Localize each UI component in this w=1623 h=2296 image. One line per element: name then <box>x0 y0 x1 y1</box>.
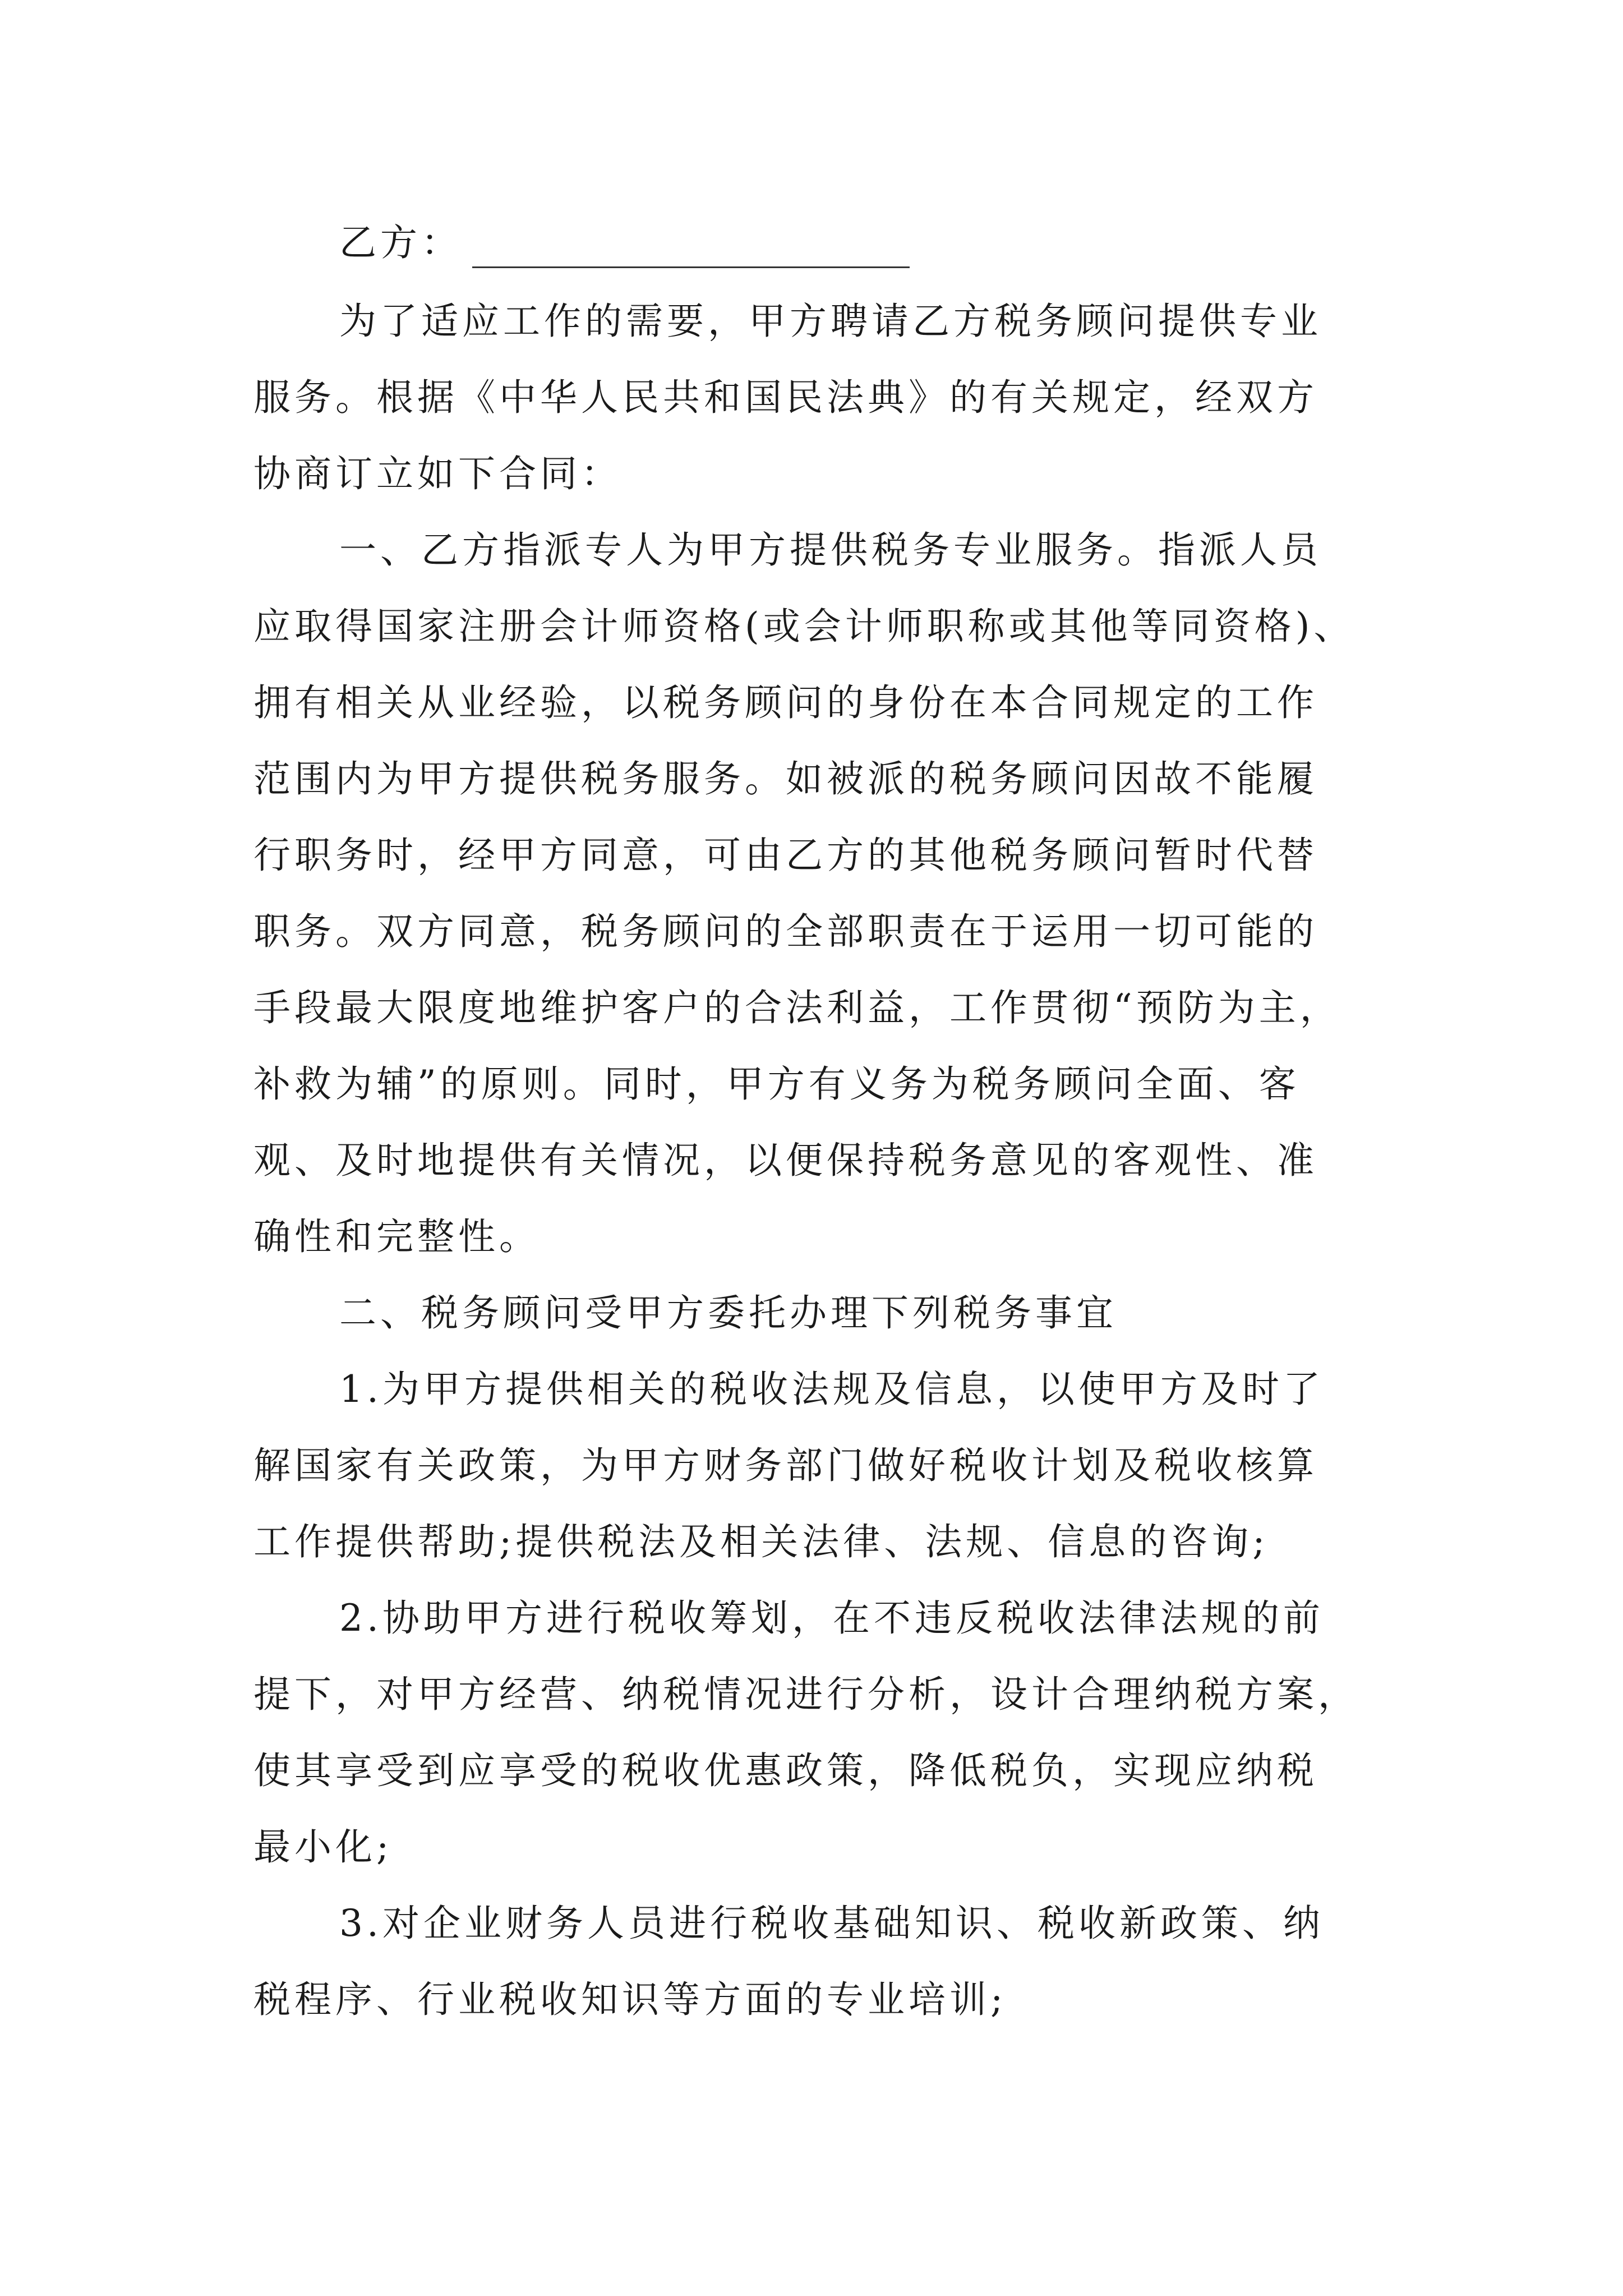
paragraph-line: 确性和完整性。 <box>253 1215 540 1258</box>
section-heading: 二、税务顾问受甲方委托办理下列税务事宜 <box>339 1291 1117 1335</box>
paragraph-line: 职务。双方同意，税务顾问的全部职责在于运用一切可能的 <box>253 910 1318 953</box>
paragraph-line: 手段最大限度地维护客户的合法利益，工作贯彻“预防为主， <box>253 986 1341 1029</box>
list-item-line: 税程序、行业税收知识等方面的专业培训; <box>253 1978 1007 2021</box>
list-item-line: 提下，对甲方经营、纳税情况进行分析，设计合理纳税方案， <box>253 1673 1359 1716</box>
party-b-line <box>339 218 1489 268</box>
paragraph-line: 为了适应工作的需要，甲方聘请乙方税务顾问提供专业 <box>339 300 1322 343</box>
paragraph-line: 一、乙方指派专人为甲方提供税务专业服务。指派人员 <box>339 528 1322 572</box>
paragraph-line: 行职务时，经甲方同意，可由乙方的其他税务顾问暂时代替 <box>253 834 1318 877</box>
paragraph-line: 拥有相关从业经验，以税务顾问的身份在本合同规定的工作 <box>253 681 1318 724</box>
list-item-line: 解国家有关政策，为甲方财务部门做好税收计划及税收核算 <box>253 1444 1318 1487</box>
list-item-line: 工作提供帮助;提供税法及相关法律、法规、信息的咨询; <box>253 1520 1269 1563</box>
list-item-line: 1.为甲方提供相关的税收法规及信息，以使甲方及时了 <box>339 1368 1324 1411</box>
list-item-line: 使其享受到应享受的税收优惠政策，降低税负，实现应纳税 <box>253 1749 1318 1792</box>
paragraph-line: 观、及时地提供有关情况，以便保持税务意见的客观性、准 <box>253 1139 1318 1182</box>
list-item-line: 3.对企业财务人员进行税收基础知识、税收新政策、纳 <box>339 1902 1324 1945</box>
list-item-line: 2.协助甲方进行税收筹划，在不违反税收法律法规的前 <box>339 1596 1324 1640</box>
paragraph-line: 范围内为甲方提供税务服务。如被派的税务顾问因故不能履 <box>253 757 1318 800</box>
party-b-label: 乙方： <box>339 221 462 264</box>
paragraph-line: 协商订立如下合同： <box>253 452 622 495</box>
list-item-line: 最小化; <box>253 1825 393 1869</box>
paragraph-line: 服务。根据《中华人民共和国民法典》的有关规定，经双方 <box>253 376 1318 419</box>
paragraph-line: 补救为辅”的原则。同时，甲方有义务为税务顾问全面、客 <box>253 1062 1300 1106</box>
party-b-blank <box>472 236 910 268</box>
paragraph-line: 应取得国家注册会计师资格(或会计师职称或其他等同资格)、 <box>253 605 1355 648</box>
